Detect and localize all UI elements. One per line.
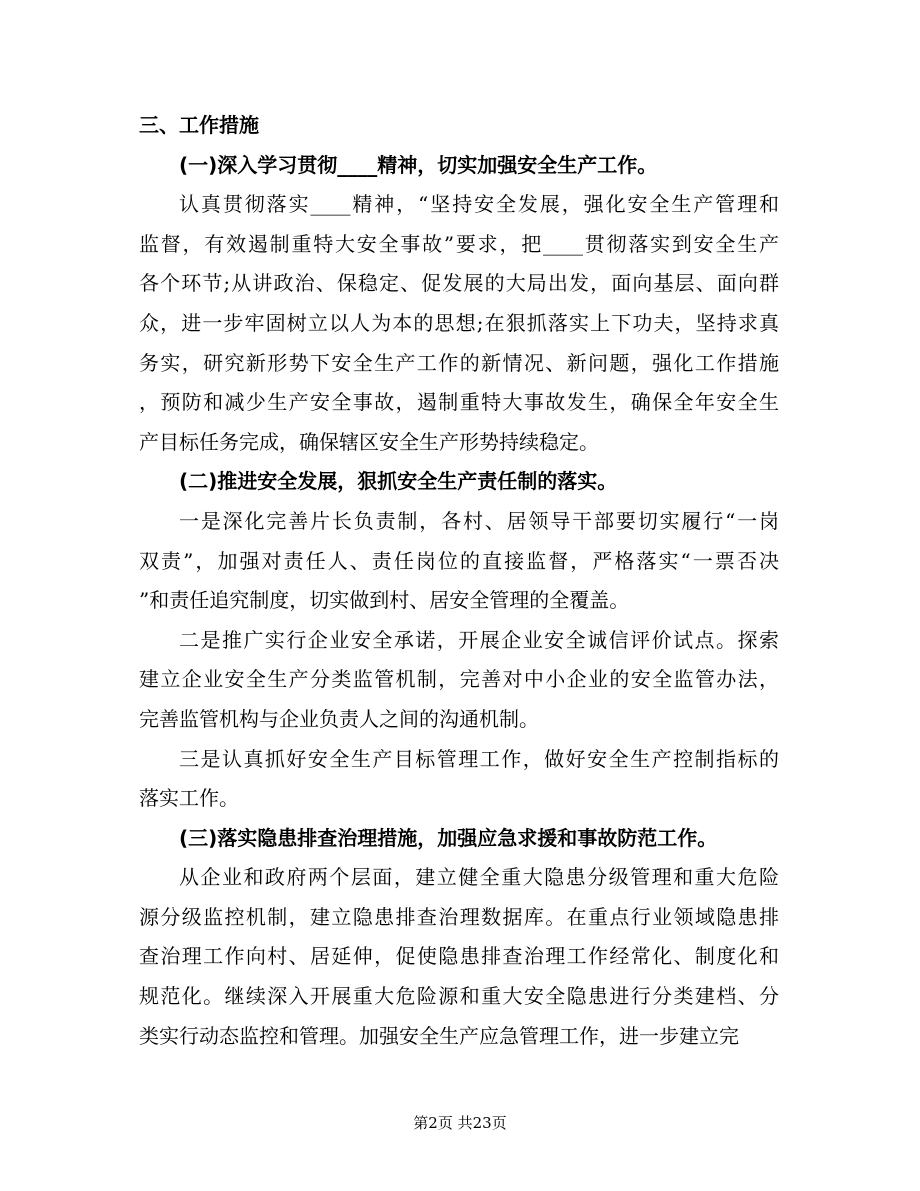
paragraph-line: 一是深化完善片长负责制，各村、居领导干部要切实履行“一岗 bbox=[179, 508, 779, 533]
paragraph-line: 二是推广实行企业安全承诺，开展企业安全诚信评价试点。探索 bbox=[179, 627, 779, 652]
paragraph-line: 众，进一步牢固树立以人为本的思想;在狠抓落实上下功夫，坚持求真 bbox=[139, 310, 779, 335]
paragraph-line: 建立企业安全生产分类监管机制，完善对中小企业的安全监管办法， bbox=[139, 667, 779, 692]
paragraph-line: 三是认真抓好安全生产目标管理工作，做好安全生产控制指标的 bbox=[179, 746, 779, 771]
subsection-heading: (三)落实隐患排查治理措施，加强应急求援和事故防范工作。 bbox=[179, 825, 718, 850]
paragraph-line: 监督，有效遏制重特大安全事故”要求，把____贯彻落实到安全生产 bbox=[139, 231, 779, 256]
paragraph-line: 规范化。继续深入开展重大危险源和重大安全隐患进行分类建档、分 bbox=[139, 984, 779, 1009]
paragraph-line: ，预防和减少生产安全事故，遏制重特大事故发生，确保全年安全生 bbox=[139, 390, 779, 415]
paragraph-line: 完善监管机构与企业负责人之间的沟通机制。 bbox=[139, 706, 539, 731]
paragraph-line: 产目标任务完成，确保辖区安全生产形势持续稳定。 bbox=[139, 429, 599, 454]
paragraph-line: 源分级监控机制，建立隐患排查治理数据库。在重点行业领域隐患排 bbox=[139, 904, 779, 929]
paragraph-line: 务实，研究新形势下安全生产工作的新情况、新问题，强化工作措施 bbox=[139, 350, 779, 375]
subsection-heading: (一)深入学习贯彻____精神，切实加强安全生产工作。 bbox=[179, 152, 658, 177]
paragraph-line: 各个环节;从讲政治、保稳定、促发展的大局出发，面向基层、面向群 bbox=[139, 271, 779, 296]
paragraph-line: 双责”，加强对责任人、责任岗位的直接监督，严格落实“一票否决 bbox=[139, 548, 779, 573]
paragraph-line: 认真贯彻落实____精神，“坚持安全发展，强化安全生产管理和 bbox=[179, 192, 779, 217]
document-body bbox=[139, 106, 779, 1056]
paragraph-line: 类实行动态监控和管理。加强安全生产应急管理工作，进一步建立完 bbox=[139, 1023, 739, 1048]
page-footer: 第2页 共23页 bbox=[413, 1114, 507, 1132]
paragraph-line: 从企业和政府两个层面，建立健全重大隐患分级管理和重大危险 bbox=[179, 865, 779, 890]
subsection-heading: (二)推进安全发展，狠抓安全生产责任制的落实。 bbox=[179, 469, 618, 494]
section-title: 三、工作措施 bbox=[139, 113, 259, 137]
paragraph-line: 落实工作。 bbox=[139, 786, 239, 811]
paragraph-line: ”和责任追究制度，切实做到村、居安全管理的全覆盖。 bbox=[139, 588, 630, 613]
paragraph-line: 查治理工作向村、居延伸，促使隐患排查治理工作经常化、制度化和 bbox=[139, 944, 779, 969]
